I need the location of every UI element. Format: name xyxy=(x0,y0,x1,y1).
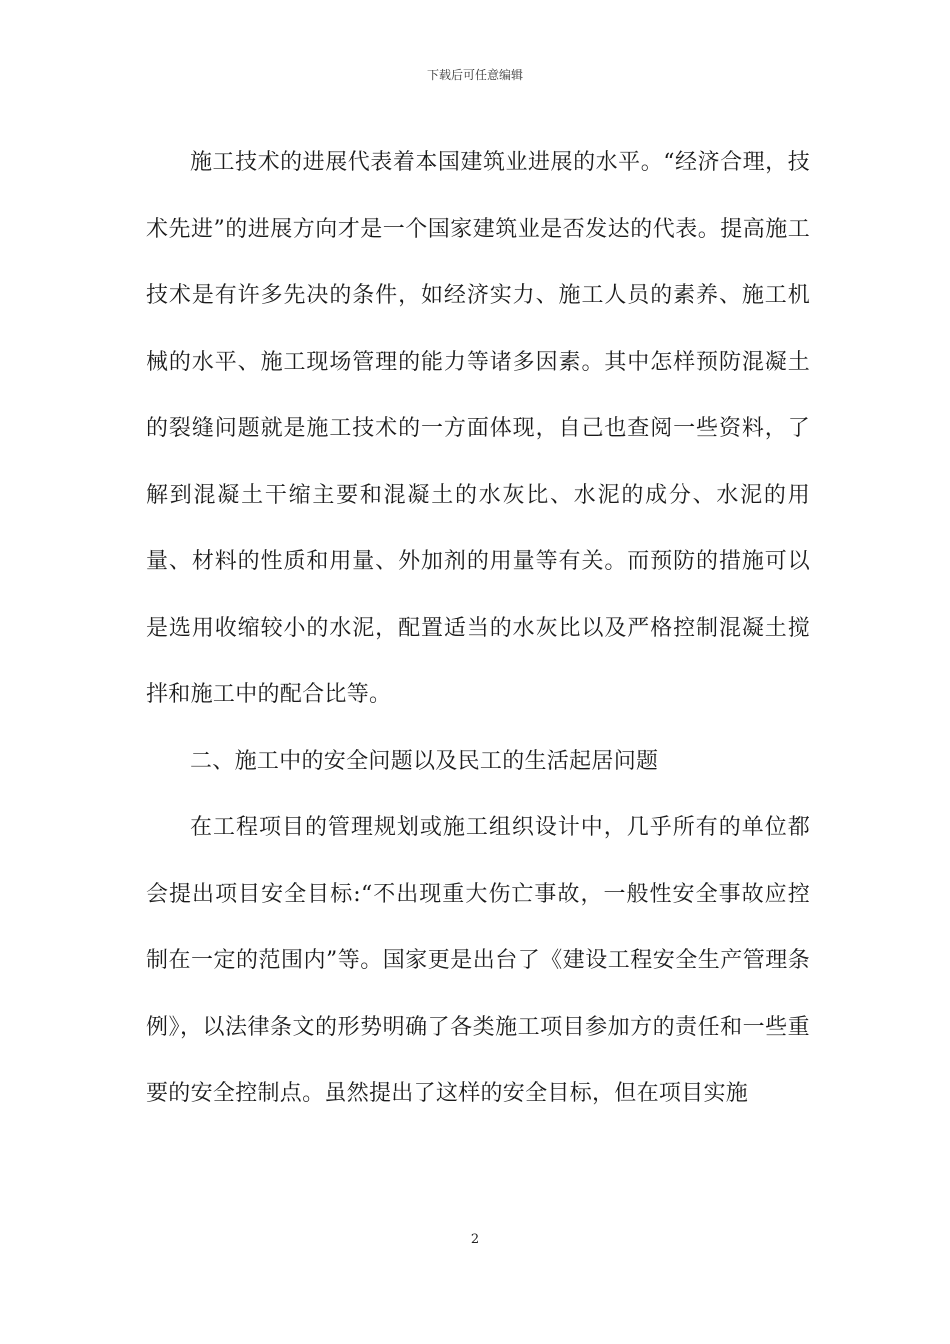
page-number: 2 xyxy=(470,1232,480,1247)
document-body xyxy=(146,130,810,1128)
paragraph-safety-goals: 在工程项目的管理规划或施工组织设计中，几乎所有的单位都会提出项目安全目标:“不出现重大伤亡事故，一般性安全事故应控制在一定的范围内”等。国家更是出台了《建设工程安全生产管理条例》，以法律条文的形势明确了各类施工项目参加方的责任和一些重要的安全控制点。虽然提出了这样的安全目标，但在项目实施 xyxy=(146,815,810,1106)
header-note: 下载后可任意编辑 xyxy=(426,68,523,82)
section-heading-safety: 二、施工中的安全问题以及民工的生活起居问题 xyxy=(190,748,659,774)
paragraph-construction-technology: 施工技术的进展代表着本国建筑业进展的水平。“经济合理，技术先进”的进展方向才是一个国家建筑业是否发达的代表。提高施工技术是有许多先决的条件，如经济实力、施工人员的素养、施工机械的水平、施工现场管理的能力等诸多因素。其中怎样预防混凝土的裂缝问题就是施工技术的一方面体现，自己也查阅一些资料，了解到混凝土干缩主要和混凝土的水灰比、水泥的成分、水泥的用量、材料的性质和用量、外加剂的用量等有关。而预防的措施可以是选用收缩较小的水泥，配置适当的水灰比以及严格控制混凝土搅拌和施工中的配合比等。 xyxy=(146,150,810,707)
